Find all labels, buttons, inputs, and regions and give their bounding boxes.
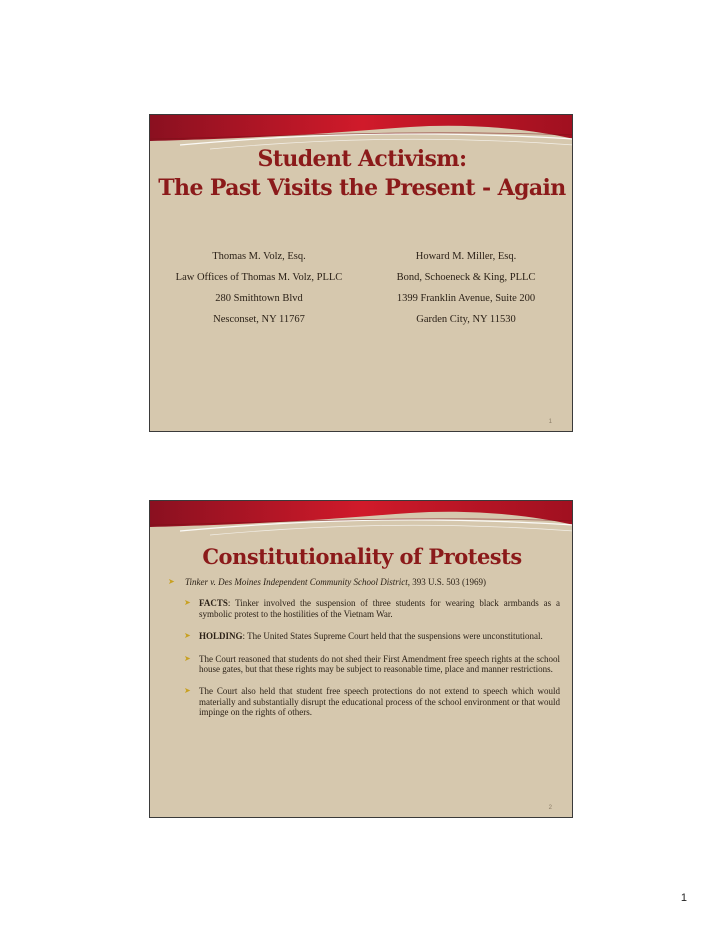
facts-label: FACTS <box>199 598 228 609</box>
author-right-city: Garden City, NY 11530 <box>416 314 516 325</box>
reasoning-bullet <box>164 654 560 675</box>
holding-text: : The United States Supreme Court held that the suspensions were unconstitutional. <box>242 631 543 642</box>
slide-1 <box>149 114 573 432</box>
slide-1-number: 1 <box>548 419 552 425</box>
facts-text: : Tinker involved the suspension of three students for wearing black armbands as a symbolic protest to the hostilities of the Vietnam War. <box>199 598 560 619</box>
holding-bullet <box>164 631 560 641</box>
author-left-address: 280 Smithtown Blvd <box>215 293 303 304</box>
title-line-2: The Past Visits the Present - Again <box>158 175 566 201</box>
case-bullet <box>164 577 560 587</box>
author-right-firm: Bond, Schoeneck & King, PLLC <box>396 272 536 283</box>
case-citation: , 393 U.S. 503 (1969) <box>407 577 487 587</box>
arrowhead-bullet-icon: ➤ <box>184 631 191 641</box>
author-right-name: Howard M. Miller, Esq. <box>415 251 517 262</box>
facts-bullet <box>164 598 560 619</box>
reasoning-text: The Court reasoned that students do not shed their First Amendment free speech rights at the school house gates, but that these rights may be subject to reasonable time, place and manner restrictions. <box>199 653 560 675</box>
also-held-bullet <box>164 686 560 717</box>
slide-2-title: Constitutionality of Protests <box>202 544 522 569</box>
holding-label: HOLDING <box>199 631 243 642</box>
slide-2 <box>149 500 573 818</box>
author-left-city: Nesconset, NY 11767 <box>213 314 305 325</box>
case-name: Tinker v. Des Moines Independent Community School District <box>185 577 408 587</box>
slide-2-body <box>164 577 560 718</box>
also-held-text: The Court also held that student free speech protections do not extend to speech which would materially and substantially disrupt the educational process of the school environment or that would impinge on the rights of others. <box>199 686 560 718</box>
page-number: 1 <box>680 892 687 904</box>
slide-2-number: 2 <box>548 805 552 811</box>
arrowhead-bullet-icon: ➤ <box>184 686 191 696</box>
arrowhead-bullet-icon: ➤ <box>168 577 175 586</box>
author-left-firm: Law Offices of Thomas M. Volz, PLLC <box>175 272 343 283</box>
author-left <box>150 246 368 330</box>
arrowhead-bullet-icon: ➤ <box>184 653 191 663</box>
slide-1-title <box>150 145 573 203</box>
title-line-1: Student Activism: <box>257 146 467 172</box>
author-right-address: 1399 Franklin Avenue, Suite 200 <box>396 293 536 304</box>
arrowhead-bullet-icon: ➤ <box>184 598 191 608</box>
author-right <box>368 246 564 330</box>
author-left-name: Thomas M. Volz, Esq. <box>212 251 306 262</box>
